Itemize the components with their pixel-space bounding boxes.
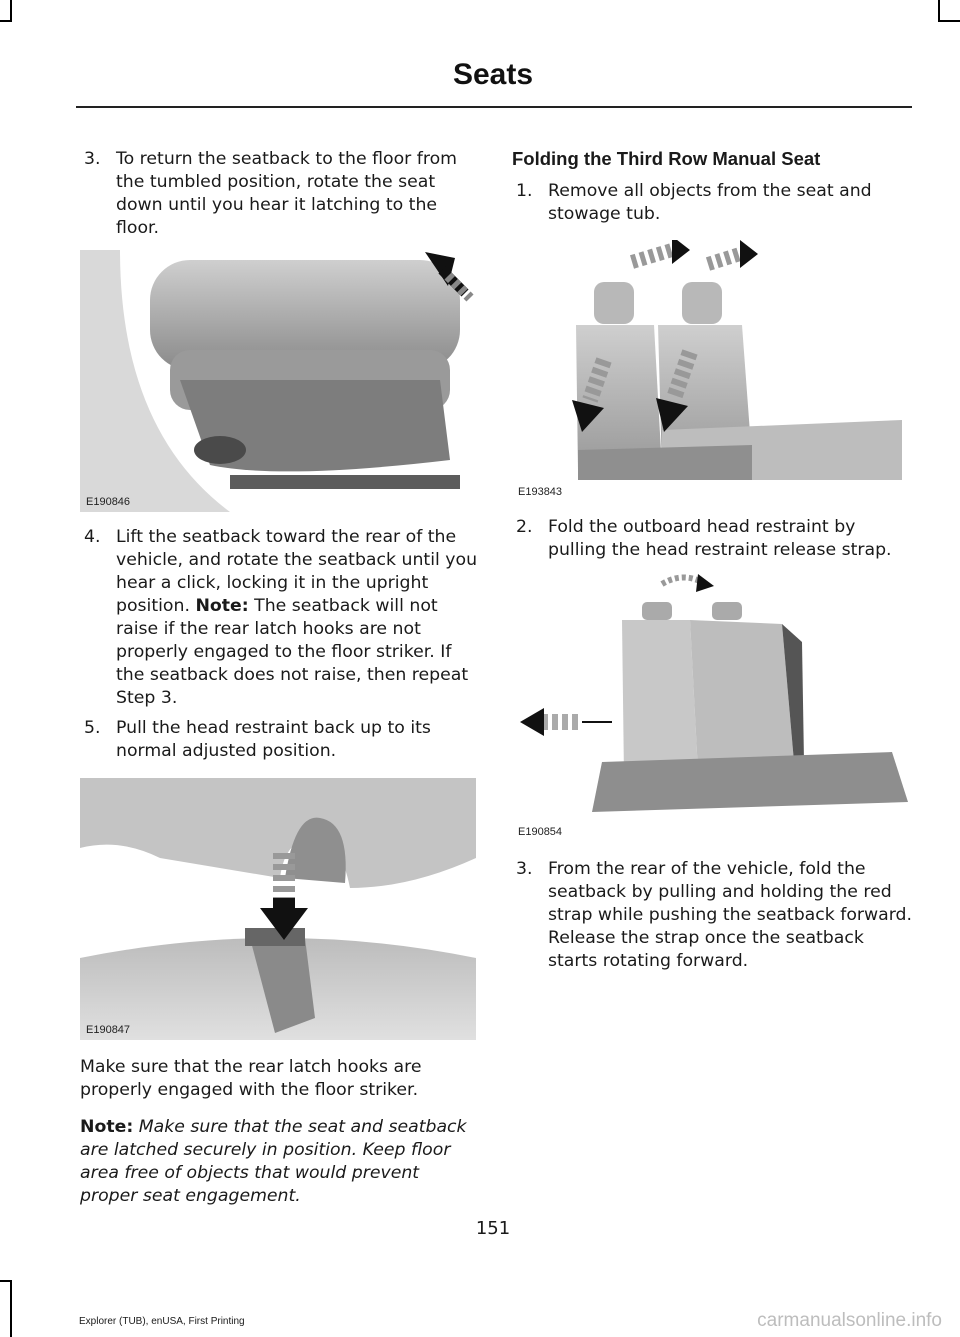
page-title: Seats [452, 58, 534, 91]
step-text-cont: The seatback will not raise if the rear latch hooks are not properly engaged to the floor striker. If the seatback does not raise, then repeat Step 3. [116, 596, 469, 708]
step-text: Remove all objects from the seat and stowage tub. [548, 181, 872, 224]
step-4-lift-seatback [80, 526, 480, 710]
note-label: Note: [80, 1117, 134, 1137]
step-number: 3. [516, 859, 533, 879]
page-number: 151 [475, 1218, 511, 1239]
step-3-fold-seatback [512, 858, 912, 973]
step-text: Pull the head restraint back up to its normal adjusted position. [116, 718, 431, 761]
inline-note-label: Note: [195, 596, 249, 616]
watermark-text: carmanualsonline.info [757, 1310, 942, 1331]
step-text: Lift the seatback toward the rear of the vehicle, and rotate the seatback until you hear a click, locking it in the upright position. [116, 527, 478, 616]
step-text: To return the seatback to the floor from the tumbled position, rotate the seat down until you hear it latching to the floor. [116, 149, 457, 238]
figure-code: E193843 [518, 486, 563, 498]
figure-code: E190846 [86, 496, 131, 508]
note-paragraph [80, 1116, 480, 1208]
crop-mark [10, 0, 12, 20]
figure-head-restraint [80, 778, 476, 1040]
latch-check-paragraph: Make sure that the rear latch hooks are properly engaged with the floor striker. [80, 1057, 422, 1100]
left-column [80, 148, 480, 1208]
step-text: Fold the outboard head restraint by pulling the head restraint release strap. [548, 517, 892, 560]
crop-mark [938, 20, 960, 22]
step-3-return-seatback [80, 148, 480, 240]
crop-mark [938, 0, 940, 20]
figure-third-row-seats [512, 240, 908, 502]
header-divider [76, 106, 912, 108]
figure-seat-latch [80, 250, 476, 512]
step-5-head-restraint [80, 717, 480, 763]
crop-mark [0, 1280, 12, 1282]
right-column [512, 148, 912, 973]
fold-arrows-icon [512, 240, 908, 502]
section-title: Folding the Third Row Manual Seat [512, 148, 821, 169]
step-number: 1. [516, 181, 533, 201]
step-number: 4. [84, 527, 101, 547]
step-text: From the rear of the vehicle, fold the seatback by pulling and holding the red strap while pushing the seatback forward. Release the strap once the seatback starts rotating forward. [548, 859, 913, 971]
step-number: 2. [516, 517, 533, 537]
step-number: 5. [84, 718, 101, 738]
step-2-fold-head-restraint [512, 516, 912, 562]
footer-text: Explorer (TUB), enUSA, First Printing [79, 1316, 245, 1327]
crop-mark [10, 1280, 12, 1337]
crop-mark [0, 20, 12, 22]
figure-code: E190847 [86, 1024, 131, 1036]
figure-code: E190854 [518, 826, 563, 838]
step-number: 3. [84, 149, 101, 169]
note-text: Make sure that the seat and seatback are latched securely in position. Keep floor area free of objects that would prevent proper seat engagement. [80, 1117, 467, 1206]
up-arrow-icon [80, 250, 476, 512]
step-1-remove-objects [512, 180, 912, 226]
down-arrow-icon [80, 778, 476, 1040]
figure-outboard-fold [512, 572, 908, 842]
release-strap-arrows-icon [512, 572, 908, 842]
